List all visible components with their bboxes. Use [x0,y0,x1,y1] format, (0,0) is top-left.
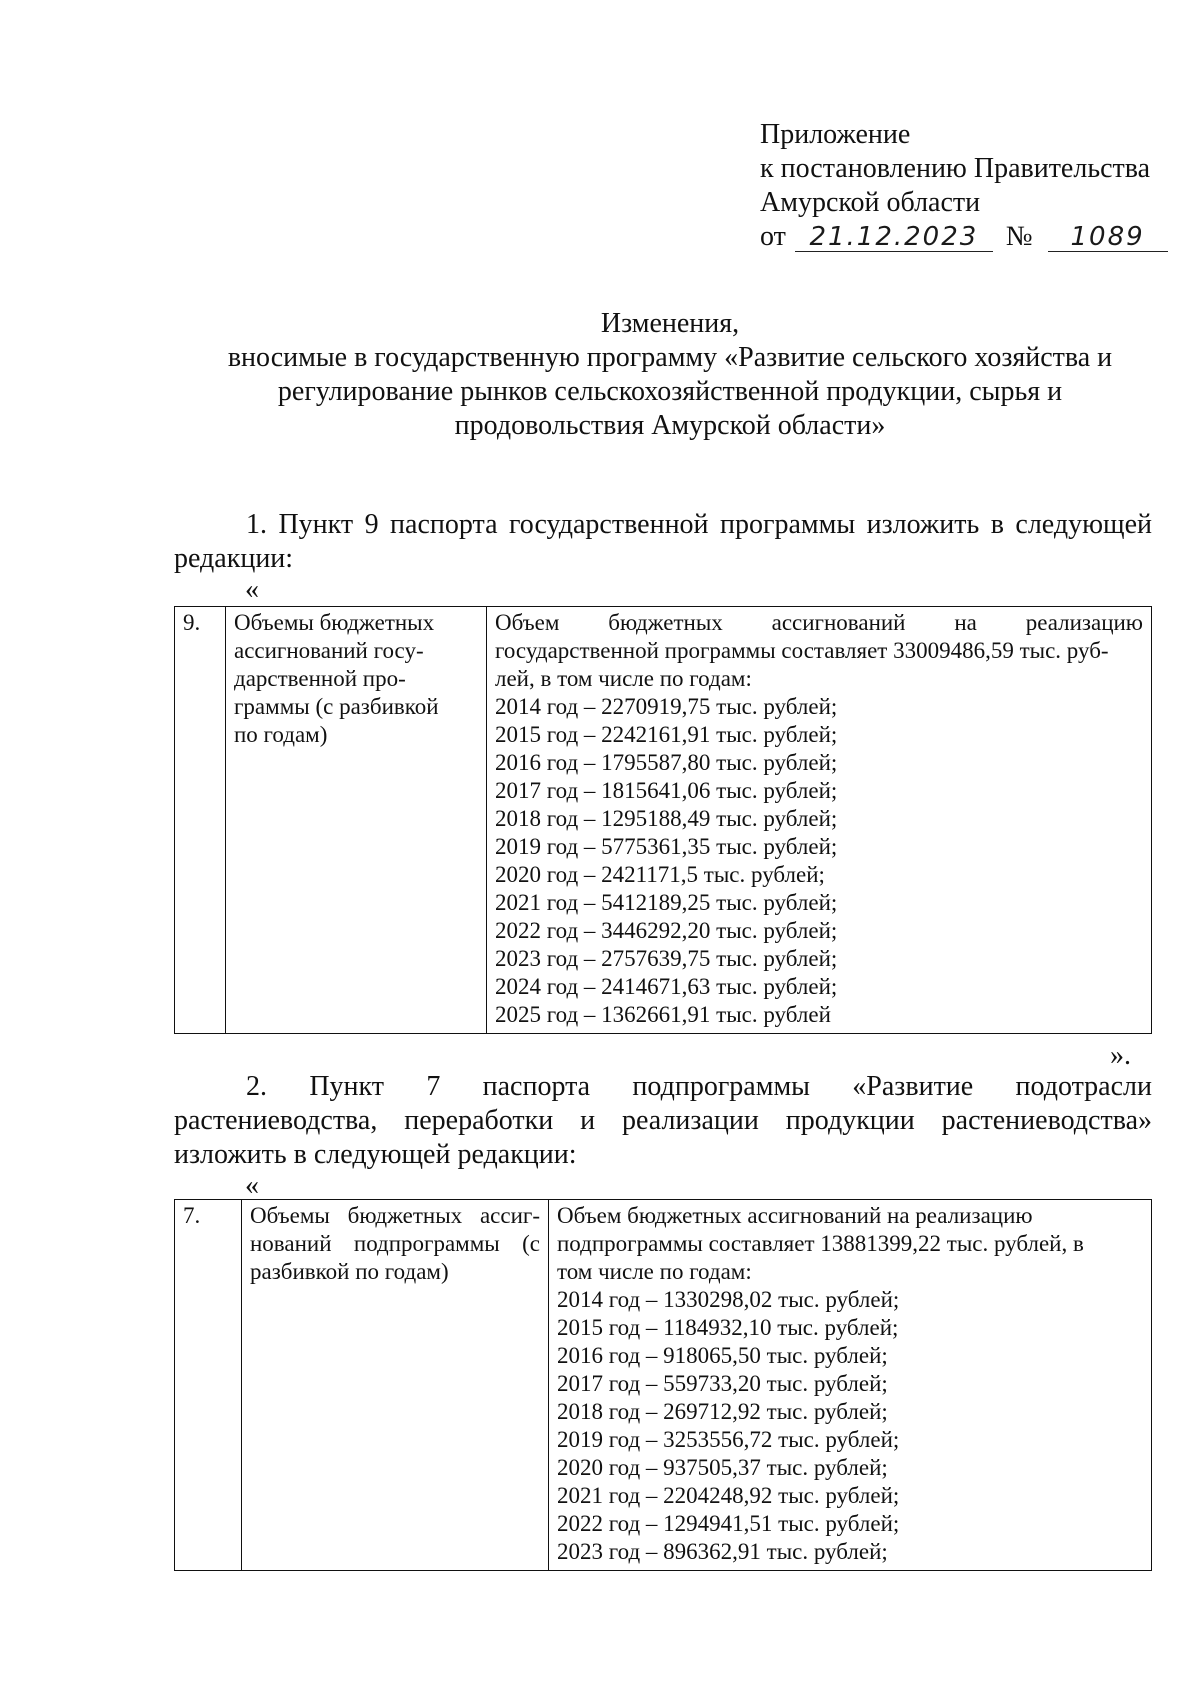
year-allocation-line: 2015 год – 1184932,10 тыс. рублей; [557,1315,899,1340]
appendix-region: Амурской области [760,187,981,218]
title-line-4: продовольствия Амурской области» [454,410,886,441]
year-allocation-line: 2021 год – 5412189,25 тыс. рублей; [495,890,838,915]
year-allocation-line: 2023 год – 2757639,75 тыс. рублей; [495,946,838,971]
table-2-number: 7. [175,1200,242,1571]
year-allocation-line: 2025 год – 1362661,91 тыс. рублей [495,1002,831,1027]
section-2-line-1: 2. Пункт 7 паспорта подпрограммы «Развитие подотрасли [246,1071,1152,1102]
table-row [175,1200,1152,1571]
handwritten-date: 21.12.2023 [795,223,993,252]
program-table-1 [174,606,1152,1034]
year-allocation-line: 2019 год – 3253556,72 тыс. рублей; [557,1427,900,1452]
year-allocation-line: 2014 год – 1330298,02 тыс. рублей; [557,1287,900,1312]
table-2-label: Объемы бюджетных ассиг- нований подпрограммы (с разбивкой по годам) [242,1200,549,1571]
program-table-2 [174,1199,1152,1571]
title-line-1: Изменения, [600,308,740,339]
title-line-3: регулирование рынков сельскохозяйственной продукции, сырья и [277,376,1063,407]
year-allocation-line: 2017 год – 559733,20 тыс. рублей; [557,1371,888,1396]
year-allocation-line: 2018 год – 269712,92 тыс. рублей; [557,1399,888,1424]
close-quote-1: ». [1110,1040,1131,1071]
year-allocation-line: 2016 год – 918065,50 тыс. рублей; [557,1343,888,1368]
section-1-paragraph [174,508,1152,576]
year-allocation-line: 2022 год – 1294941,51 тыс. рублей; [557,1511,900,1536]
year-allocation-line: 2014 год – 2270919,75 тыс. рублей; [495,694,838,719]
year-allocation-line: 2023 год – 896362,91 тыс. рублей; [557,1539,888,1564]
table-1-number: 9. [175,607,226,1034]
appendix-title: Приложение [760,119,911,150]
appendix-date-number-row [760,220,1168,254]
section-2-line-3: изложить в следующей редакции: [174,1139,577,1170]
table-1-value: Объем бюджетных ассигнований на реализацию государственной программы составляет 33009486,59 тыс. руб- лей, в том числе по годам: 2014 год – 2270919,75 тыс. рублей; 2015 год – 2242161,91 тыс. рублей; 2016 год – 1795587,80 тыс. рублей; 2017 год – 1815641,06 тыс. рублей; 2018 год – 1295188,49 тыс. рублей; 2019 год – 5775361,35 тыс. рублей; 2020 год – 2421171,5 тыс. рублей; 2021 год – 5412189,25 тыс. рублей; 2022 год – 3446292,20 тыс. рублей; 2023 год – 2757639,75 тыс. рублей; 2024 год – 2414671,63 тыс. рублей; 2025 год – 1362661,91 тыс. рублей [487,607,1152,1034]
section-2-paragraph [174,1070,1152,1172]
year-allocation-line: 2015 год – 2242161,91 тыс. рублей; [495,722,838,747]
table-2-year-list [557,1286,1143,1566]
document-title [170,307,1170,443]
number-label: № [1005,221,1033,252]
table-2-value: Объем бюджетных ассигнований на реализацию подпрограммы составляет 13881399,22 тыс. рублей, в том числе по годам: 2014 год – 1330298,02 тыс. рублей; 2015 год – 1184932,10 тыс. рублей; 2016 год – 918065,50 тыс. рублей; 2017 год – 559733,20 тыс. рублей; 2018 год – 269712,92 тыс. рублей; 2019 год – 3253556,72 тыс. рублей; 2020 год – 937505,37 тыс. рублей; 2021 год – 2204248,92 тыс. рублей; 2022 год – 1294941,51 тыс. рублей; 2023 год – 896362,91 тыс. рублей; [549,1200,1152,1571]
title-line-2: вносимые в государственную программу «Развитие сельского хозяйства и [227,342,1113,373]
year-allocation-line: 2018 год – 1295188,49 тыс. рублей; [495,806,838,831]
open-quote-2: « [245,1170,259,1201]
section-2-line-2: растениеводства, переработки и реализации продукции растениеводства» [174,1105,1152,1136]
year-allocation-line: 2020 год – 937505,37 тыс. рублей; [557,1455,888,1480]
year-allocation-line: 2022 год – 3446292,20 тыс. рублей; [495,918,838,943]
table-1-label: Объемы бюджетных ассигнований госу- дарственной про- граммы (с разбивкой по годам) [226,607,487,1034]
section-1-line-2: редакции: [174,543,294,574]
year-allocation-line: 2019 год – 5775361,35 тыс. рублей; [495,834,838,859]
open-quote-1: « [245,574,259,605]
year-allocation-line: 2024 год – 2414671,63 тыс. рублей; [495,974,838,999]
year-allocation-line: 2021 год – 2204248,92 тыс. рублей; [557,1483,900,1508]
year-allocation-line: 2016 год – 1795587,80 тыс. рублей; [495,750,838,775]
table-1-year-list [495,693,1143,1029]
table-row [175,607,1152,1034]
year-allocation-line: 2017 год – 1815641,06 тыс. рублей; [495,778,838,803]
year-allocation-line: 2020 год – 2421171,5 тыс. рублей; [495,862,825,887]
section-1-line-1: 1. Пункт 9 паспорта государственной программы изложить в следующей [246,509,1152,540]
from-label: от [760,221,786,252]
handwritten-number: 1089 [1048,223,1168,252]
appendix-block [760,118,1168,254]
appendix-resolution: к постановлению Правительства [760,153,1151,184]
